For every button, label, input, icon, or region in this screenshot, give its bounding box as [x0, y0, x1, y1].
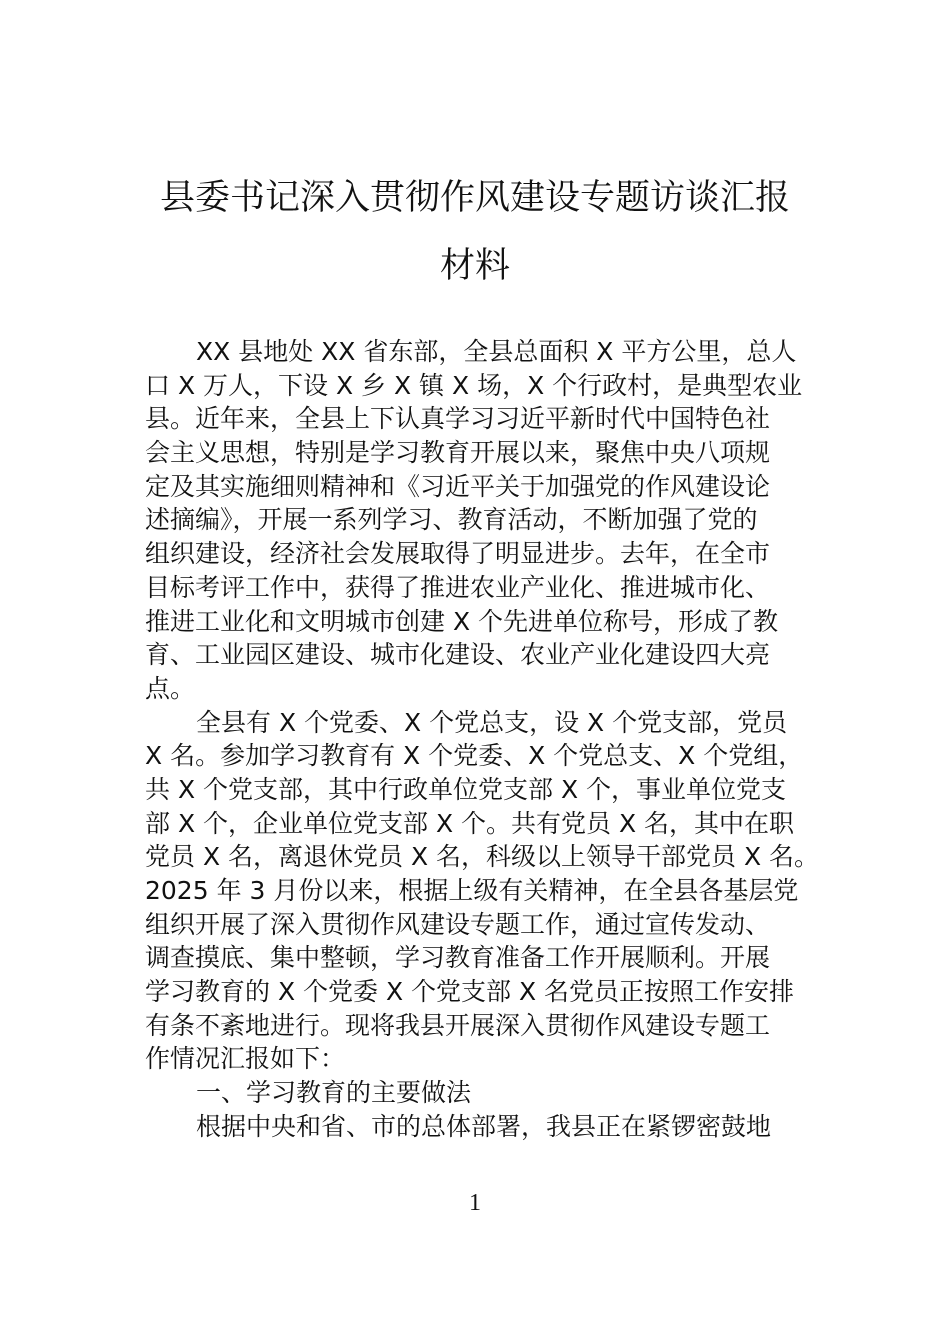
body-text-line: 调查摸底、集中整顿，学习教育准备工作开展顺利。开展 — [145, 943, 771, 973]
body-text-line: 组织建设，经济社会发展取得了明显进步。去年，在全市 — [145, 539, 771, 569]
body-text-line: 会主义思想，特别是学习教育开展以来，聚焦中央八项规 — [145, 438, 771, 468]
body-text-line: 全县有 X 个党委、X 个党总支，设 X 个党支部，党员 — [196, 707, 788, 737]
body-text-line: 县。近年来，全县上下认真学习习近平新时代中国特色社 — [145, 404, 771, 434]
document-title-line-1: 县委书记深入贯彻作风建设专题访谈汇报 — [159, 178, 790, 218]
body-text-line: 共 X 个党支部，其中行政单位党支部 X 个，事业单位党支 — [145, 774, 787, 804]
body-text-line: 口 X 万人，下设 X 乡 X 镇 X 场，X 个行政村，是典型农业 — [145, 370, 803, 400]
body-text-line: 目标考评工作中，获得了推进农业产业化、推进城市化、 — [145, 572, 771, 602]
page-number: 1 — [469, 1190, 481, 1216]
body-text-line: 部 X 个，企业单位党支部 X 个。共有党员 X 名，其中在职 — [145, 808, 795, 838]
body-text-line: X 名。参加学习教育有 X 个党委、X 个党总支、X 个党组， — [145, 741, 804, 771]
body-text-line: 根据中央和省、市的总体部署，我县正在紧锣密鼓地 — [196, 1111, 772, 1141]
body-text-line: 定及其实施细则精神和《习近平关于加强党的作风建设论 — [145, 471, 771, 501]
document-title-line-2: 材料 — [439, 246, 510, 286]
body-text-line: 育、工业园区建设、城市化建设、农业产业化建设四大亮 — [145, 640, 771, 670]
body-text-line: 一、学习教育的主要做法 — [196, 1078, 472, 1108]
body-text-line: 2025 年 3 月份以来，根据上级有关精神，在全县各基层党 — [145, 876, 799, 905]
document-body — [145, 335, 825, 1144]
body-text-line: 有条不紊地进行。现将我县开展深入贯彻作风建设专题工 — [145, 1010, 771, 1040]
body-text-line: 推进工业化和文明城市创建 X 个先进单位称号，形成了教 — [145, 606, 779, 636]
body-text-line: 组织开展了深入贯彻作风建设专题工作，通过宣传发动、 — [145, 909, 771, 939]
body-text-line: 述摘编》，开展一系列学习、教育活动，不断加强了党的 — [145, 505, 758, 535]
body-text-line: 学习教育的 X 个党委 X 个党支部 X 名党员正按照工作安排 — [145, 977, 795, 1007]
body-text-line: 党员 X 名，离退休党员 X 名，科级以上领导干部党员 X 名。 — [145, 842, 820, 872]
body-text-line: XX 县地处 XX 省东部，全县总面积 X 平方公里，总人 — [196, 337, 797, 366]
body-text-line: 作情况汇报如下： — [145, 1044, 346, 1074]
body-text-line: 点。 — [145, 673, 196, 703]
